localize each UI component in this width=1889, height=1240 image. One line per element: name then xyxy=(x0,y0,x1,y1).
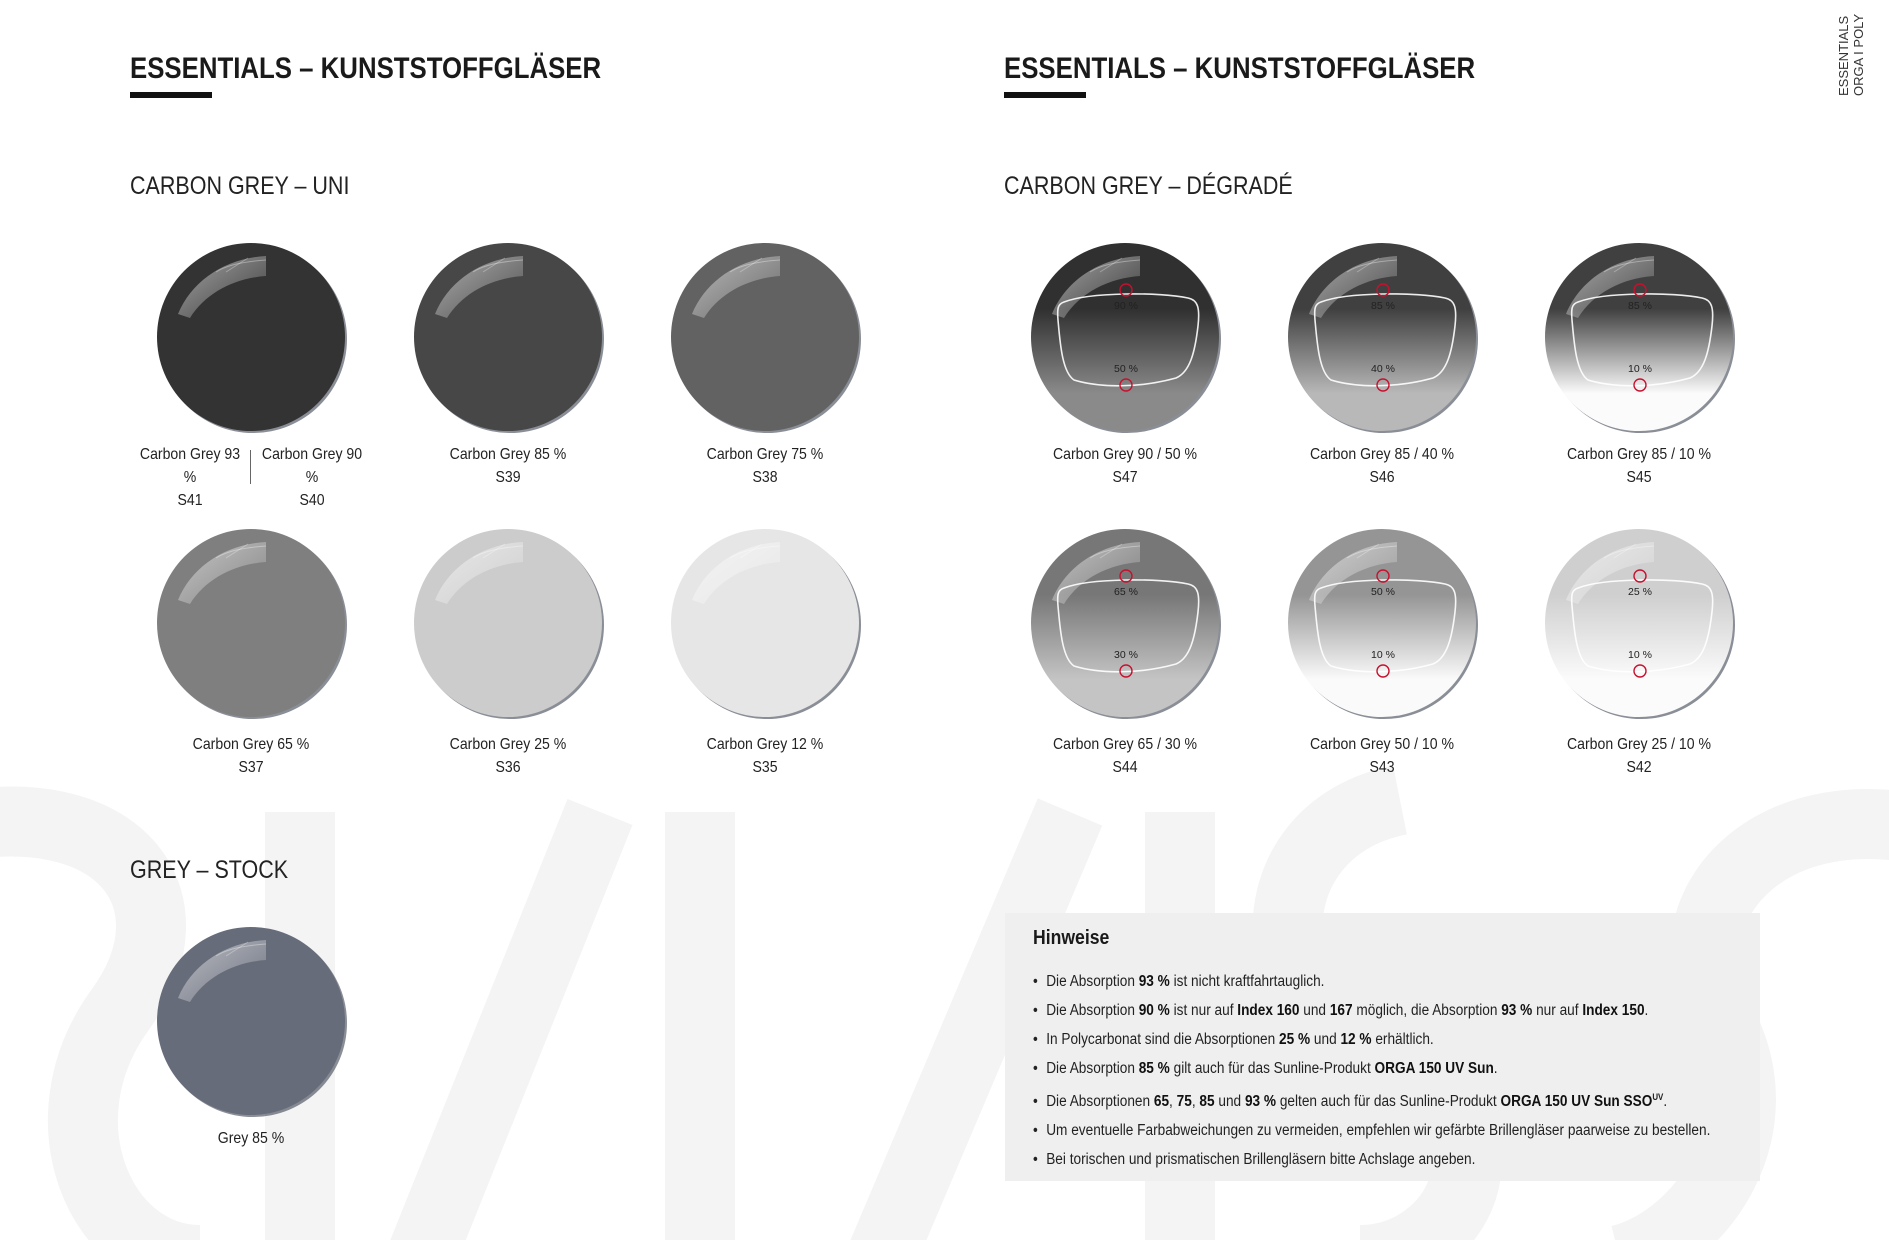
note-text: In Polycarbonat sind die Absorptionen xyxy=(1046,1031,1280,1048)
bullet-icon: • xyxy=(1033,1122,1038,1140)
lens-caption xyxy=(1268,443,1497,489)
lens-name: Grey 85 % xyxy=(217,1130,285,1147)
bottom-absorption-label: 10 % xyxy=(1371,649,1395,661)
lens-code: S41 xyxy=(177,492,203,509)
lens-caption xyxy=(394,443,623,489)
note-emphasis: 93 % xyxy=(1244,1093,1277,1111)
note-text: nur auf xyxy=(1532,1002,1583,1019)
page-title-right: ESSENTIALS – KUNSTSTOFFGLÄSER xyxy=(1004,52,1476,85)
lens xyxy=(1030,528,1222,720)
uni-lens-disc xyxy=(156,528,348,720)
degrade-lens-disc xyxy=(1287,528,1479,720)
page-title-left: ESSENTIALS – KUNSTSTOFFGLÄSER xyxy=(130,52,602,85)
lens-caption-a xyxy=(135,443,244,512)
uni-lens-disc xyxy=(156,242,348,434)
notes-title: Hinweise xyxy=(1033,927,1110,949)
note-text: UV xyxy=(1652,1092,1664,1102)
lens-caption xyxy=(1525,443,1754,489)
lens-code: S38 xyxy=(752,469,778,486)
bottom-absorption-label: 10 % xyxy=(1628,363,1652,375)
degrade-lens-disc xyxy=(1287,242,1479,434)
top-absorption-label: 50 % xyxy=(1371,586,1395,598)
top-absorption-label: 85 % xyxy=(1371,300,1395,312)
top-absorption-label: 85 % xyxy=(1628,300,1652,312)
note-text: ist nicht kraftfahrtauglich. xyxy=(1169,973,1325,990)
note-emphasis: Index 150 xyxy=(1582,1002,1645,1019)
lens-code: S39 xyxy=(495,469,521,486)
lens-code: S47 xyxy=(1112,469,1138,486)
note-emphasis: 85 xyxy=(1199,1093,1215,1111)
stock-lens-disc xyxy=(156,926,348,1118)
lens xyxy=(1287,528,1479,720)
note-emphasis: 93 % xyxy=(1501,1002,1533,1019)
bullet-icon: • xyxy=(1033,1060,1038,1077)
lens-caption xyxy=(1011,443,1240,489)
note-emphasis: 25 % xyxy=(1279,1031,1311,1048)
note-item xyxy=(1033,1025,1737,1054)
lens-code: S42 xyxy=(1626,759,1652,776)
lens-code: S37 xyxy=(238,759,264,776)
note-text: , xyxy=(1191,1093,1200,1111)
note-text: Die Absorption xyxy=(1046,973,1139,990)
note-item xyxy=(1033,1054,1737,1083)
note-emphasis: 93 % xyxy=(1138,973,1170,990)
lens-caption xyxy=(137,1127,366,1150)
degrade-lens-disc xyxy=(1030,528,1222,720)
lens-caption-b xyxy=(257,443,366,512)
lens-name: Carbon Grey 85 % xyxy=(449,446,567,463)
lens-name: Carbon Grey 93 % xyxy=(139,446,241,486)
lens-code: S36 xyxy=(495,759,521,776)
lens-name: Carbon Grey 65 % xyxy=(192,736,310,753)
note-emphasis: 90 % xyxy=(1138,1002,1170,1019)
note-text: . xyxy=(1493,1060,1498,1077)
note-text: Die Absorption xyxy=(1046,1060,1139,1077)
top-absorption-label: 65 % xyxy=(1114,586,1138,598)
lens-name: Carbon Grey 90 / 50 % xyxy=(1052,446,1197,463)
note-emphasis: 85 % xyxy=(1138,1060,1170,1077)
note-text: möglich, die Absorption xyxy=(1352,1002,1502,1019)
note-item xyxy=(1033,1116,1737,1145)
note-text: Die Absorptionen xyxy=(1046,1093,1154,1111)
uni-lens-disc xyxy=(670,242,862,434)
lens-caption xyxy=(1525,733,1754,779)
note-emphasis: 12 % xyxy=(1340,1031,1372,1048)
degrade-lens-disc xyxy=(1030,242,1222,434)
note-emphasis: 167 xyxy=(1329,1002,1353,1019)
lens xyxy=(1030,242,1222,434)
section-title-stock: GREY – STOCK xyxy=(130,856,289,884)
lens-caption xyxy=(651,443,880,489)
bullet-icon: • xyxy=(1033,1002,1038,1019)
bottom-absorption-label: 30 % xyxy=(1114,649,1138,661)
note-text: . xyxy=(1663,1093,1668,1111)
title-underline-right xyxy=(1004,92,1086,98)
note-emphasis: 65 xyxy=(1153,1093,1170,1111)
note-item xyxy=(1033,996,1737,1025)
side-tab-line1: ESSENTIALS xyxy=(1836,15,1851,96)
lens xyxy=(1544,528,1736,720)
bottom-absorption-label: 40 % xyxy=(1371,363,1395,375)
lens-name: Carbon Grey 75 % xyxy=(706,446,824,463)
notes-box xyxy=(1005,913,1760,1181)
lens-name: Carbon Grey 12 % xyxy=(706,736,824,753)
note-text: und xyxy=(1310,1031,1341,1048)
top-absorption-label: 90 % xyxy=(1114,300,1138,312)
bullet-icon: • xyxy=(1033,1031,1038,1048)
section-title-degrade: CARBON GREY – DÉGRADÉ xyxy=(1004,172,1293,200)
note-text: , xyxy=(1169,1093,1177,1111)
lens xyxy=(156,926,348,1118)
lens xyxy=(670,242,862,434)
bullet-icon: • xyxy=(1033,973,1038,990)
title-underline-left xyxy=(130,92,212,98)
degrade-lens-disc xyxy=(1544,242,1736,434)
note-emphasis: ORGA 150 UV Sun xyxy=(1374,1060,1494,1077)
note-text: ist nur auf xyxy=(1169,1002,1238,1019)
top-absorption-label: 25 % xyxy=(1628,586,1652,598)
note-emphasis: 75 xyxy=(1176,1093,1192,1111)
note-emphasis: Index 160 xyxy=(1237,1002,1300,1019)
lens-name: Carbon Grey 25 / 10 % xyxy=(1566,736,1711,753)
lens xyxy=(1287,242,1479,434)
section-title-uni: CARBON GREY – UNI xyxy=(130,172,350,200)
lens xyxy=(413,242,605,434)
note-text: und xyxy=(1299,1002,1330,1019)
lens-code: S40 xyxy=(299,492,325,509)
lens-code: S46 xyxy=(1369,469,1395,486)
note-item xyxy=(1033,1083,1737,1116)
lens-name: Carbon Grey 90 % xyxy=(261,446,363,486)
lens-code: S43 xyxy=(1369,759,1395,776)
lens-code: S35 xyxy=(752,759,778,776)
lens-caption xyxy=(394,733,623,779)
bullet-icon: • xyxy=(1033,1093,1038,1111)
notes-list xyxy=(1033,967,1737,1174)
note-text: Bei torischen und prismatischen Brillengläsern bitte Achslage angeben. xyxy=(1046,1151,1476,1169)
note-text: und xyxy=(1214,1093,1245,1111)
note-text: gilt auch für das Sunline-Produkt xyxy=(1169,1060,1375,1077)
lens-code: S44 xyxy=(1112,759,1138,776)
note-item xyxy=(1033,967,1737,996)
bottom-absorption-label: 50 % xyxy=(1114,363,1138,375)
note-item xyxy=(1033,1145,1737,1174)
lens-name: Carbon Grey 50 / 10 % xyxy=(1309,736,1454,753)
caption-divider xyxy=(250,450,251,484)
degrade-lens-disc xyxy=(1544,528,1736,720)
note-text: gelten auch für das Sunline-Produkt xyxy=(1276,1093,1501,1111)
note-text: erhältlich. xyxy=(1371,1031,1434,1048)
lens xyxy=(413,528,605,720)
note-emphasis: ORGA 150 UV Sun SSO xyxy=(1500,1093,1653,1111)
lens xyxy=(156,242,348,434)
lens-name: Carbon Grey 65 / 30 % xyxy=(1052,736,1197,753)
lens-name: Carbon Grey 85 / 40 % xyxy=(1309,446,1454,463)
lens-code: S45 xyxy=(1626,469,1652,486)
note-text: Um eventuelle Farbabweichungen zu vermeiden, empfehlen wir gefärbte Brillengläser paarweise zu bestellen. xyxy=(1046,1122,1711,1140)
bottom-absorption-label: 10 % xyxy=(1628,649,1652,661)
bullet-icon: • xyxy=(1033,1151,1038,1169)
note-text: . xyxy=(1644,1002,1649,1019)
lens xyxy=(156,528,348,720)
lens-name: Carbon Grey 85 / 10 % xyxy=(1566,446,1711,463)
uni-lens-disc xyxy=(670,528,862,720)
uni-lens-disc xyxy=(413,528,605,720)
uni-lens-disc xyxy=(413,242,605,434)
lens-caption xyxy=(651,733,880,779)
lens-caption xyxy=(137,733,366,779)
lens-caption xyxy=(1011,733,1240,779)
side-tab xyxy=(1836,0,1866,96)
lens xyxy=(670,528,862,720)
note-text: Die Absorption xyxy=(1046,1002,1139,1019)
lens xyxy=(1544,242,1736,434)
lens-caption xyxy=(1268,733,1497,779)
lens-name: Carbon Grey 25 % xyxy=(449,736,567,753)
side-tab-line2: ORGA I POLY xyxy=(1851,13,1866,96)
